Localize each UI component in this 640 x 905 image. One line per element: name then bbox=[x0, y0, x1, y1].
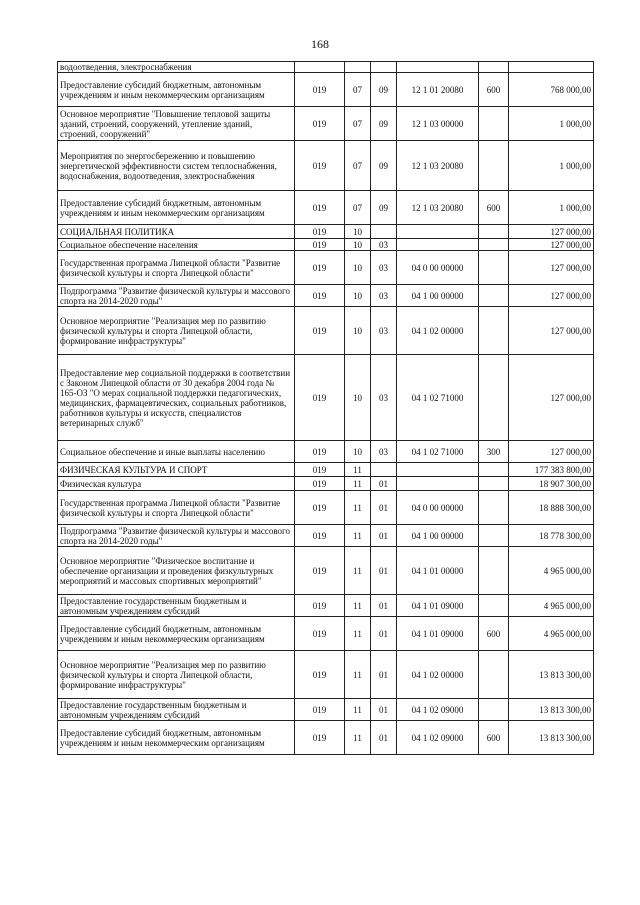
budget-table bbox=[57, 61, 594, 755]
row-name: Основное мероприятие "Реализация мер по развитию физической культуры и спорта Липецкой области, формирование инфраструктуры" bbox=[58, 651, 295, 699]
row-ved: 019 bbox=[295, 651, 345, 699]
row-name: Предоставление мер социальной поддержки в соответствии с Законом Липецкой области от 30 декабря 2004 года № 165-ОЗ "О мерах социальной поддержки педагогических, медицинских, фармацевтических, социальных работников, работников культуры и искусств, специалистов ветеринарных служб" bbox=[58, 355, 295, 441]
table-row bbox=[58, 251, 594, 285]
row-pr: 01 bbox=[371, 651, 397, 699]
row-sum: 13 813 300,00 bbox=[509, 721, 594, 755]
row-csr: 04 1 01 00000 bbox=[397, 547, 479, 595]
table-row bbox=[58, 547, 594, 595]
row-pr: 09 bbox=[371, 107, 397, 141]
row-sum: 127 000,00 bbox=[509, 441, 594, 463]
row-name: Основное мероприятие "Повышение тепловой защиты зданий, строений, сооружений, утепление зданий, строений, сооружений" bbox=[58, 107, 295, 141]
row-csr bbox=[397, 463, 479, 477]
table-row bbox=[58, 477, 594, 491]
row-pr: 03 bbox=[371, 307, 397, 355]
row-csr: 04 0 00 00000 bbox=[397, 251, 479, 285]
row-rz: 10 bbox=[345, 239, 371, 251]
row-pr: 01 bbox=[371, 491, 397, 525]
row-ved: 019 bbox=[295, 699, 345, 721]
row-sum: 127 000,00 bbox=[509, 355, 594, 441]
row-rz: 10 bbox=[345, 307, 371, 355]
row-csr bbox=[397, 225, 479, 239]
row-rz: 10 bbox=[345, 355, 371, 441]
row-csr: 04 1 02 09000 bbox=[397, 721, 479, 755]
table-row bbox=[58, 595, 594, 617]
row-sum: 1 000,00 bbox=[509, 107, 594, 141]
row-ved: 019 bbox=[295, 355, 345, 441]
row-name: Социальное обеспечение и иные выплаты населению bbox=[58, 441, 295, 463]
page-number: 168 bbox=[311, 37, 329, 51]
row-sum: 13 813 300,00 bbox=[509, 651, 594, 699]
row-ved: 019 bbox=[295, 225, 345, 239]
row-pr: 03 bbox=[371, 285, 397, 307]
row-rz: 10 bbox=[345, 251, 371, 285]
row-vr bbox=[479, 355, 509, 441]
row-name: Основное мероприятие "Физическое воспитание и обеспечение организации и проведения физкультурных мероприятий и массовых спортивных мероприятий" bbox=[58, 547, 295, 595]
row-vr bbox=[479, 141, 509, 191]
row-sum: 127 000,00 bbox=[509, 285, 594, 307]
table-row bbox=[58, 617, 594, 651]
row-pr: 01 bbox=[371, 617, 397, 651]
row-name: Предоставление государственным бюджетным и автономным учреждениям субсидий bbox=[58, 595, 295, 617]
row-ved: 019 bbox=[295, 617, 345, 651]
table-row bbox=[58, 525, 594, 547]
table-row bbox=[58, 141, 594, 191]
row-name: Социальное обеспечение населения bbox=[58, 239, 295, 251]
table-row bbox=[58, 239, 594, 251]
row-csr: 04 1 02 00000 bbox=[397, 651, 479, 699]
row-name: Государственная программа Липецкой области "Развитие физической культуры и спорта Липецкой области" bbox=[58, 251, 295, 285]
row-vr bbox=[479, 251, 509, 285]
row-vr bbox=[479, 699, 509, 721]
row-name: ФИЗИЧЕСКАЯ КУЛЬТУРА И СПОРТ bbox=[58, 463, 295, 477]
row-rz: 07 bbox=[345, 107, 371, 141]
row-rz: 11 bbox=[345, 525, 371, 547]
row-pr: 09 bbox=[371, 141, 397, 191]
row-sum: 127 000,00 bbox=[509, 239, 594, 251]
row-ved: 019 bbox=[295, 491, 345, 525]
row-name: Физическая культура bbox=[58, 477, 295, 491]
row-pr bbox=[371, 62, 397, 73]
row-rz: 11 bbox=[345, 617, 371, 651]
row-ved: 019 bbox=[295, 107, 345, 141]
row-ved: 019 bbox=[295, 285, 345, 307]
row-name: Подпрограмма "Развитие физической культуры и массового спорта на 2014-2020 годы" bbox=[58, 525, 295, 547]
row-vr: 600 bbox=[479, 191, 509, 225]
row-pr bbox=[371, 463, 397, 477]
row-csr bbox=[397, 239, 479, 251]
row-ved: 019 bbox=[295, 307, 345, 355]
row-ved: 019 bbox=[295, 477, 345, 491]
table-row bbox=[58, 699, 594, 721]
row-sum: 1 000,00 bbox=[509, 141, 594, 191]
row-name: Основное мероприятие "Реализация мер по развитию физической культуры и спорта Липецкой области, формирование инфраструктуры" bbox=[58, 307, 295, 355]
row-pr: 01 bbox=[371, 477, 397, 491]
row-pr: 03 bbox=[371, 441, 397, 463]
row-sum: 13 813 300,00 bbox=[509, 699, 594, 721]
row-pr: 01 bbox=[371, 721, 397, 755]
row-vr: 600 bbox=[479, 73, 509, 107]
row-sum: 177 383 800,00 bbox=[509, 463, 594, 477]
row-vr bbox=[479, 62, 509, 73]
row-name: Предоставление субсидий бюджетным, автономным учреждениям и иным некоммерческим организациям bbox=[58, 721, 295, 755]
row-rz: 07 bbox=[345, 73, 371, 107]
row-ved: 019 bbox=[295, 547, 345, 595]
row-sum: 18 888 300,00 bbox=[509, 491, 594, 525]
row-pr: 09 bbox=[371, 191, 397, 225]
row-vr bbox=[479, 285, 509, 307]
row-ved: 019 bbox=[295, 525, 345, 547]
row-ved bbox=[295, 62, 345, 73]
table-row bbox=[58, 285, 594, 307]
row-rz: 11 bbox=[345, 721, 371, 755]
row-sum: 18 907 300,00 bbox=[509, 477, 594, 491]
row-rz: 11 bbox=[345, 595, 371, 617]
row-vr bbox=[479, 491, 509, 525]
row-rz: 11 bbox=[345, 463, 371, 477]
row-pr: 01 bbox=[371, 525, 397, 547]
row-ved: 019 bbox=[295, 441, 345, 463]
row-sum: 4 965 000,00 bbox=[509, 617, 594, 651]
row-vr bbox=[479, 307, 509, 355]
row-csr: 04 1 00 00000 bbox=[397, 285, 479, 307]
row-name: Государственная программа Липецкой области "Развитие физической культуры и спорта Липецкой области" bbox=[58, 491, 295, 525]
row-sum: 768 000,00 bbox=[509, 73, 594, 107]
table-row bbox=[58, 225, 594, 239]
row-sum: 1 000,00 bbox=[509, 191, 594, 225]
table-row bbox=[58, 73, 594, 107]
row-pr: 01 bbox=[371, 595, 397, 617]
row-ved: 019 bbox=[295, 721, 345, 755]
row-csr bbox=[397, 477, 479, 491]
row-vr bbox=[479, 547, 509, 595]
table-row bbox=[58, 463, 594, 477]
row-vr bbox=[479, 463, 509, 477]
row-pr: 03 bbox=[371, 239, 397, 251]
row-rz: 11 bbox=[345, 547, 371, 595]
row-csr: 04 1 01 09000 bbox=[397, 617, 479, 651]
row-rz: 10 bbox=[345, 441, 371, 463]
table-row bbox=[58, 191, 594, 225]
row-pr: 03 bbox=[371, 251, 397, 285]
row-csr: 04 1 02 71000 bbox=[397, 355, 479, 441]
row-ved: 019 bbox=[295, 595, 345, 617]
row-pr: 03 bbox=[371, 355, 397, 441]
row-vr: 300 bbox=[479, 441, 509, 463]
row-csr: 04 1 01 09000 bbox=[397, 595, 479, 617]
row-name: водоотведения, электроснабжения bbox=[58, 62, 295, 73]
row-sum: 4 965 000,00 bbox=[509, 595, 594, 617]
table-row bbox=[58, 491, 594, 525]
row-rz: 11 bbox=[345, 477, 371, 491]
table-row bbox=[58, 441, 594, 463]
row-vr: 600 bbox=[479, 617, 509, 651]
row-vr bbox=[479, 107, 509, 141]
row-csr: 12 1 03 20080 bbox=[397, 191, 479, 225]
row-csr: 04 1 02 09000 bbox=[397, 699, 479, 721]
table-row bbox=[58, 62, 594, 73]
row-vr bbox=[479, 239, 509, 251]
row-rz: 07 bbox=[345, 191, 371, 225]
row-name: Подпрограмма "Развитие физической культуры и массового спорта на 2014-2020 годы" bbox=[58, 285, 295, 307]
row-csr bbox=[397, 62, 479, 73]
row-name: Мероприятия по энергосбережению и повышению энергетической эффективности систем теплоснабжения, водоснабжения, водоотведения, электроснабжения bbox=[58, 141, 295, 191]
row-vr: 600 bbox=[479, 721, 509, 755]
table-row bbox=[58, 307, 594, 355]
row-sum: 127 000,00 bbox=[509, 307, 594, 355]
row-name: Предоставление субсидий бюджетным, автономным учреждениям и иным некоммерческим организациям bbox=[58, 191, 295, 225]
row-vr bbox=[479, 595, 509, 617]
row-rz: 10 bbox=[345, 225, 371, 239]
table-row bbox=[58, 355, 594, 441]
row-sum: 4 965 000,00 bbox=[509, 547, 594, 595]
table-row bbox=[58, 107, 594, 141]
row-rz: 07 bbox=[345, 141, 371, 191]
row-name: СОЦИАЛЬНАЯ ПОЛИТИКА bbox=[58, 225, 295, 239]
row-vr bbox=[479, 525, 509, 547]
row-sum: 18 778 300,00 bbox=[509, 525, 594, 547]
row-csr: 12 1 03 20080 bbox=[397, 141, 479, 191]
row-csr: 04 1 02 71000 bbox=[397, 441, 479, 463]
row-csr: 04 1 02 00000 bbox=[397, 307, 479, 355]
row-rz: 11 bbox=[345, 699, 371, 721]
row-ved: 019 bbox=[295, 239, 345, 251]
row-ved: 019 bbox=[295, 191, 345, 225]
row-csr: 04 1 00 00000 bbox=[397, 525, 479, 547]
row-vr bbox=[479, 225, 509, 239]
row-pr: 01 bbox=[371, 699, 397, 721]
row-pr: 01 bbox=[371, 547, 397, 595]
row-pr: 09 bbox=[371, 73, 397, 107]
row-vr bbox=[479, 477, 509, 491]
row-csr: 04 0 00 00000 bbox=[397, 491, 479, 525]
row-ved: 019 bbox=[295, 141, 345, 191]
row-rz: 10 bbox=[345, 285, 371, 307]
row-ved: 019 bbox=[295, 73, 345, 107]
row-sum bbox=[509, 62, 594, 73]
row-sum: 127 000,00 bbox=[509, 251, 594, 285]
row-name: Предоставление субсидий бюджетным, автономным учреждениям и иным некоммерческим организациям bbox=[58, 617, 295, 651]
table-row bbox=[58, 651, 594, 699]
row-name: Предоставление государственным бюджетным и автономным учреждениям субсидий bbox=[58, 699, 295, 721]
row-rz bbox=[345, 62, 371, 73]
table-row bbox=[58, 721, 594, 755]
row-pr bbox=[371, 225, 397, 239]
row-ved: 019 bbox=[295, 251, 345, 285]
row-name: Предоставление субсидий бюджетным, автономным учреждениям и иным некоммерческим организациям bbox=[58, 73, 295, 107]
row-csr: 12 1 01 20080 bbox=[397, 73, 479, 107]
row-rz: 11 bbox=[345, 491, 371, 525]
row-vr bbox=[479, 651, 509, 699]
row-rz: 11 bbox=[345, 651, 371, 699]
row-sum: 127 000,00 bbox=[509, 225, 594, 239]
row-csr: 12 1 03 00000 bbox=[397, 107, 479, 141]
row-ved: 019 bbox=[295, 463, 345, 477]
